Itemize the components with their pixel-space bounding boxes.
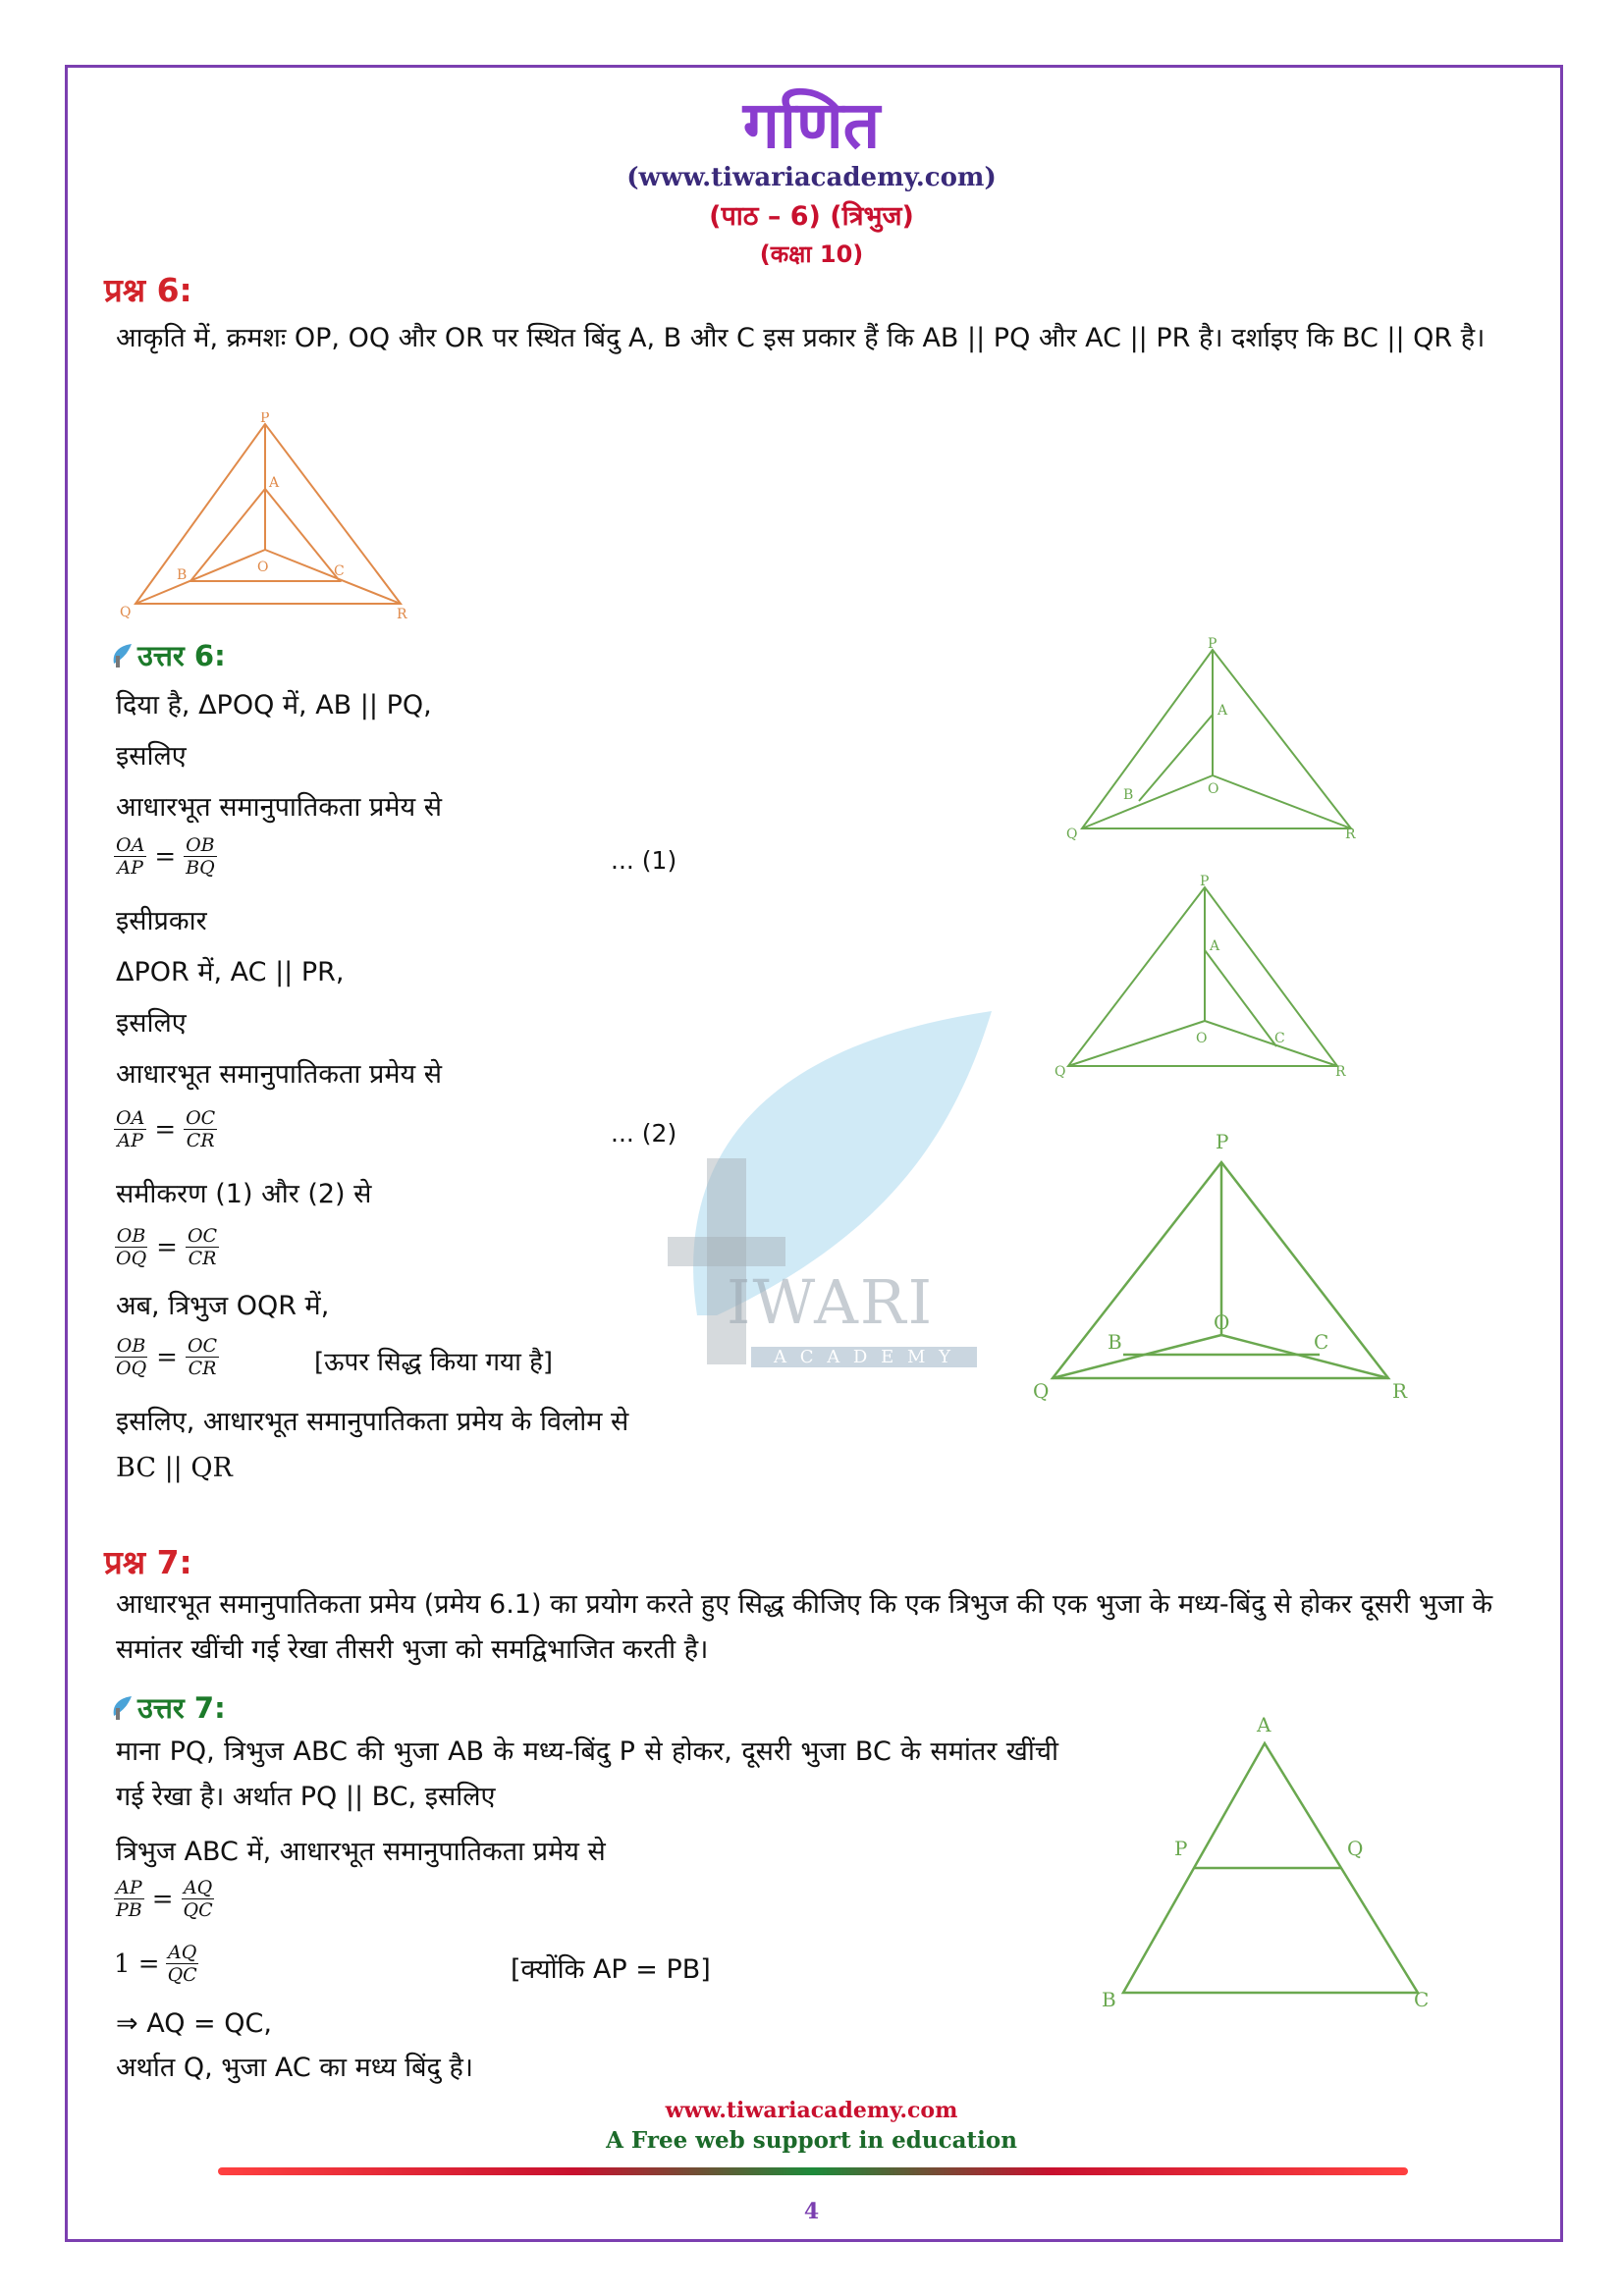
denominator: CR: [188, 1248, 217, 1269]
answer-6-heading: [110, 636, 226, 674]
numerator: AQ: [183, 1877, 213, 1898]
numerator: AP: [116, 1877, 142, 1898]
answer-6-heading-text: उत्तर 6:: [137, 639, 226, 672]
a7-line-5: अर्थात Q, भुजा AC का मध्य बिंदु है।: [116, 2053, 474, 2083]
a6-line-14: इसलिए, आधारभूत समानुपातिकता प्रमेय के विलोम से: [116, 1407, 629, 1437]
fraction: [186, 1335, 219, 1379]
segment-oq: [1068, 1021, 1208, 1066]
a7-fraction-1: [114, 1877, 215, 1921]
answer-7-heading-text: उत्तर 7:: [137, 1691, 226, 1725]
fig6c-label-o: O: [1214, 1310, 1230, 1334]
fig6b-label-p: P: [1200, 874, 1210, 889]
answer-7-heading: [110, 1688, 226, 1727]
equals-sign: =: [151, 1884, 174, 1914]
fraction: [114, 1225, 148, 1269]
class-label: (कक्षा 10): [759, 240, 864, 268]
question-6-figure: [116, 412, 420, 628]
fraction: [166, 1942, 199, 1986]
denominator: CR: [186, 1130, 215, 1151]
a7-fraction-2: [114, 1942, 199, 1986]
tiwari-logo-icon: [110, 1694, 134, 1722]
tiwari-logo-icon: [110, 642, 134, 669]
numerator: OB: [116, 1335, 146, 1357]
numerator: OC: [186, 1107, 216, 1129]
segment-ac: [1205, 950, 1276, 1046]
page-number: 4: [803, 2199, 820, 2224]
fig6-label-q: Q: [120, 605, 132, 620]
segment-ab: [1139, 715, 1213, 801]
footer-tagline: A Free web support in education: [606, 2127, 1017, 2154]
a6-line-5: इसीप्रकार: [116, 906, 207, 936]
fig7-label-a: A: [1257, 1713, 1271, 1736]
fraction: [182, 1877, 215, 1921]
equals-sign: =: [154, 1114, 177, 1145]
question-6-heading: प्रश्न 6:: [104, 271, 192, 309]
fig6a-label-r: R: [1345, 827, 1356, 842]
a6-conclusion: BC || QR: [116, 1453, 233, 1483]
numerator: OA: [116, 834, 145, 856]
segment-or: [1205, 1021, 1337, 1066]
a6-line-10: समीकरण (1) और (2) से: [116, 1179, 372, 1209]
a7-because-note: [क्योंकि AP = PB]: [511, 1954, 711, 1985]
fraction: [114, 834, 146, 879]
fig6b-label-q: Q: [1055, 1064, 1066, 1080]
a6-proved-note: [ऊपर सिद्ध किया गया है]: [314, 1348, 554, 1377]
chapter-label: (पाठ – 6) (त्रिभुज): [709, 201, 914, 232]
a6-line-2: इसलिए: [116, 741, 187, 772]
fig6c-label-p: P: [1216, 1130, 1229, 1153]
denominator: OQ: [116, 1358, 147, 1379]
denominator: BQ: [186, 857, 215, 879]
denominator: AP: [117, 857, 143, 879]
a6-fraction-1: [114, 834, 217, 879]
a7-line-2: त्रिभुज ABC में, आधारभूत समानुपातिकता प्रमेय से: [116, 1837, 606, 1867]
fig6-label-b: B: [177, 567, 188, 583]
a6-fraction-4: [114, 1335, 219, 1379]
denominator: QC: [167, 1964, 197, 1986]
footer-divider: [218, 2167, 1408, 2175]
a6-fraction-3: [114, 1225, 219, 1269]
fig6-label-a: A: [269, 475, 280, 491]
watermark-sub: A C A D E M Y: [751, 1347, 977, 1367]
answer-6-figure-1: [1060, 636, 1375, 852]
watermark-t-bar: [668, 1237, 785, 1266]
fig6-label-o: O: [257, 560, 269, 575]
numerator: AQ: [168, 1942, 197, 1963]
fig6b-label-o: O: [1196, 1031, 1208, 1046]
equals-sign: =: [156, 1342, 178, 1372]
a6-line-3: आधारभूत समानुपातिकता प्रमेय से: [116, 792, 442, 823]
segment-or: [1221, 1335, 1388, 1378]
a6-equation-tag-2: ... (2): [611, 1119, 677, 1148]
fig6-label-p: P: [260, 412, 270, 426]
fig6c-label-r: R: [1392, 1379, 1408, 1403]
denominator: OQ: [116, 1248, 147, 1269]
segment-oq: [1053, 1335, 1221, 1378]
numerator: OB: [116, 1225, 146, 1247]
fig6a-label-p: P: [1208, 636, 1217, 652]
fraction: [184, 834, 217, 879]
answer-7-figure: [1090, 1708, 1443, 2012]
fig7-label-p: P: [1174, 1837, 1188, 1860]
page-title: गणित: [742, 87, 881, 163]
a7-intro: माना PQ, त्रिभुज ABC की भुजा AB के मध्य-बिंदु P से होकर, दूसरी भुजा BC के समांतर खींची गई रेखा है। अर्थात PQ || BC, इसलिए: [116, 1736, 1058, 1812]
fig6a-label-o: O: [1208, 781, 1219, 797]
a6-line-12: अब, त्रिभुज OQR में,: [116, 1291, 330, 1321]
fraction: [186, 1225, 219, 1269]
fig7-label-c: C: [1414, 1988, 1430, 2011]
a6-line-6: ΔPOR में, AC || PR,: [116, 957, 345, 988]
numerator: OC: [187, 1225, 218, 1247]
answer-6-figure-3: [1025, 1127, 1418, 1412]
fig6c-label-c: C: [1314, 1330, 1329, 1354]
a7-line-4: ⇒ AQ = QC,: [116, 2008, 272, 2039]
fig7-label-q: Q: [1347, 1837, 1364, 1860]
equals-sign: =: [154, 841, 177, 872]
numerator: OB: [186, 834, 215, 856]
fig7-label-b: B: [1102, 1988, 1116, 2011]
fraction: [114, 1107, 146, 1151]
question-7-text: आधारभूत समानुपातिकता प्रमेय (प्रमेय 6.1) का प्रयोग करते हुए सिद्ध कीजिए कि एक त्रिभुज की एक भुजा के मध्य-बिंदु से होकर दूसरी भुजा के समांतर खींची गई रेखा तीसरी भुजा को समद्विभाजित करती है।: [116, 1589, 1493, 1665]
fig6a-label-b: B: [1123, 787, 1134, 803]
a6-line-7: इसलिए: [116, 1008, 187, 1039]
denominator: CR: [188, 1358, 217, 1379]
fig6c-label-q: Q: [1033, 1379, 1050, 1403]
fig6b-label-c: C: [1274, 1031, 1285, 1046]
fraction: [114, 1877, 144, 1921]
fig6-label-c: C: [334, 563, 345, 579]
a6-line-1: दिया है, ΔPOQ में, AB || PQ,: [116, 690, 432, 721]
fig6a-label-a: A: [1217, 703, 1228, 719]
a6-equation-tag-1: ... (1): [611, 846, 677, 875]
watermark-brand: IWARI: [727, 1266, 935, 1338]
fig6b-label-a: A: [1210, 938, 1220, 954]
fraction: [184, 1107, 217, 1151]
header-website: (www.tiwariacademy.com): [626, 163, 997, 192]
a6-line-8: आधारभूत समानुपातिकता प्रमेय से: [116, 1059, 442, 1090]
denominator: AP: [117, 1130, 143, 1151]
footer-website: www.tiwariacademy.com: [665, 2098, 958, 2123]
numerator: OA: [116, 1107, 145, 1129]
triangle-pqr: [135, 424, 401, 604]
a6-fraction-2: [114, 1107, 217, 1151]
question-7-heading: प्रश्न 7:: [104, 1543, 192, 1581]
fig6c-label-b: B: [1108, 1330, 1122, 1354]
fig6-label-r: R: [397, 607, 407, 622]
denominator: QC: [183, 1899, 213, 1921]
fig6a-label-q: Q: [1066, 827, 1078, 842]
equation-lhs: 1 =: [114, 1949, 160, 1979]
denominator: PB: [116, 1899, 142, 1921]
numerator: OC: [187, 1335, 218, 1357]
equals-sign: =: [156, 1232, 178, 1262]
question-6-text: आकृति में, क्रमशः OP, OQ और OR पर स्थित बिंदु A, B और C इस प्रकार हैं कि AB || PQ और AC || PR है। दर्शाइए कि BC || QR है।: [116, 323, 1486, 353]
fraction: [114, 1335, 148, 1379]
fig6b-label-r: R: [1335, 1064, 1346, 1080]
answer-6-figure-2: [1053, 874, 1367, 1090]
